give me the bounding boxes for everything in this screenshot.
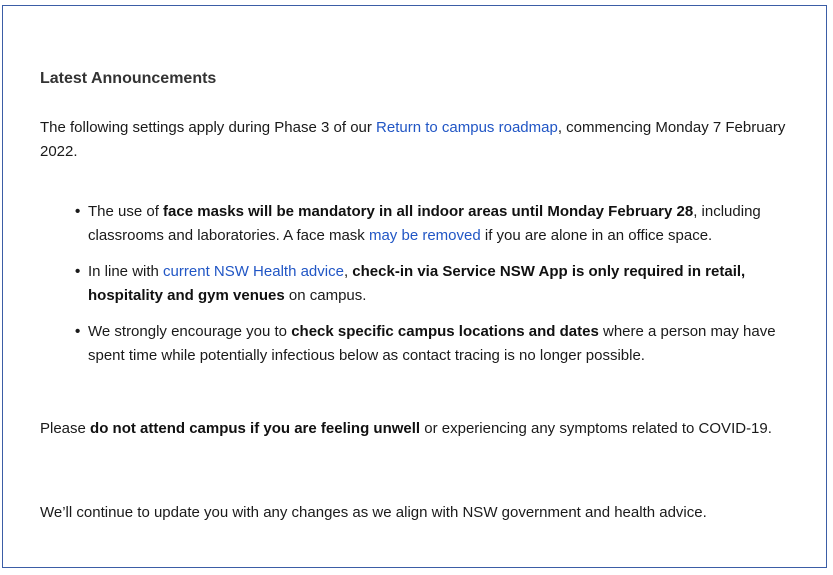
unwell-bold-text: do not attend campus if you are feeling unwell [90, 420, 421, 437]
list-item-face-masks [88, 200, 800, 248]
return-to-campus-roadmap-link[interactable]: Return to campus roadmap [376, 119, 558, 136]
settings-list [40, 200, 800, 380]
list-item-campus-locations [88, 320, 800, 368]
list-item-check-in [88, 260, 800, 308]
list-bold-text: check-in via Service NSW App is only required in retail, hospitality and gym venues [88, 263, 746, 304]
list-bold-text: check specific campus locations and dates [291, 323, 599, 340]
list-text: In line with [88, 263, 164, 280]
list-text: The use of [88, 203, 164, 220]
may-be-removed-link[interactable]: may be removed [368, 227, 481, 244]
list-text: We strongly encourage you to [88, 323, 292, 340]
intro-text-end: , commencing Monday 7 February 2022. [40, 119, 786, 160]
list-text: , including classrooms and laboratories. A face mask [88, 203, 761, 244]
intro-paragraph [40, 116, 790, 164]
intro-text: The following settings apply during Phase 3 of our [40, 119, 377, 136]
unwell-text: Please [40, 420, 91, 437]
announcements-panel [2, 5, 827, 568]
unwell-text-end: or experiencing any symptoms related to COVID-19. [420, 420, 772, 437]
announcements-heading: Latest Announcements [40, 70, 217, 87]
nsw-health-advice-link[interactable]: current NSW Health advice [163, 263, 344, 280]
list-text: where a person may have spent time while potentially infectious below as contact tracing is no longer possible. [88, 323, 776, 364]
list-text: if you are alone in an office space. [480, 227, 713, 244]
list-bold-text: face masks will be mandatory in all indoor areas until Monday February 28 [163, 203, 694, 220]
list-text: , [343, 263, 353, 280]
update-paragraph: We’ll continue to update you with any changes as we align with NSW government and health advice. [40, 504, 707, 521]
unwell-paragraph [40, 417, 790, 441]
list-text: on campus. [284, 287, 367, 304]
